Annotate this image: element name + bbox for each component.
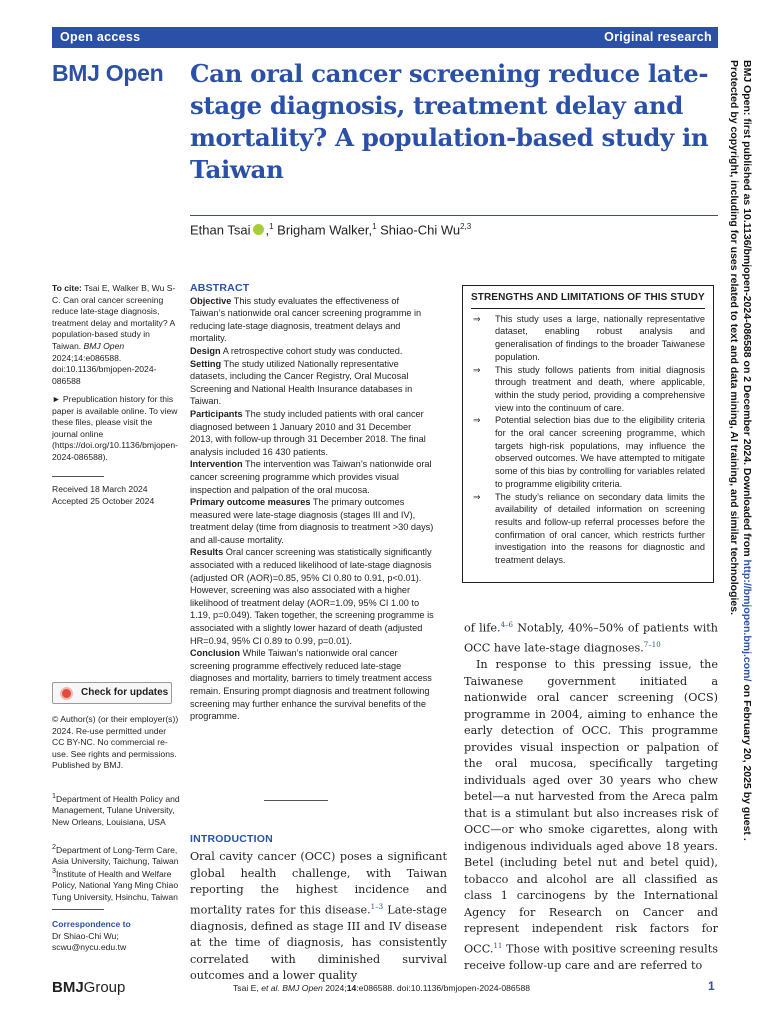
author-list: Ethan Tsai ,$^1$ Brigham Walker,$^1$ Shiao-Chi Wu$^{2,3}$ bbox=[190, 222, 472, 238]
abstract-intervention: Intervention The intervention was Taiwan’s nationwide oral cancer screening programme which provides visual inspection and palpation of the oral mucosa. bbox=[190, 459, 432, 495]
abstract-results: Results Oral cancer screening was statistically significantly associated with a reduced likelihood of late-stage diagnosis (adjusted OR (AOR)=0.85, 95% CI 0.80 to 0.91, p<0.01). However, screening was also associated with a higher likelihood of treatment delay (AOR=1.09, 95% CI 1.00 to 1.19, p=0.049). Taken together, the screening programme is associated with a slightly lower hazard of death (adjusted HR=0.94, 95% CI 0.89 to 0.99, p=0.01). bbox=[190, 547, 434, 646]
abstract-divider bbox=[264, 800, 328, 801]
affiliation-3 bbox=[52, 866, 180, 904]
author-2[interactable]: Brigham Walker, bbox=[277, 222, 373, 238]
orcid-icon[interactable] bbox=[253, 224, 264, 235]
aff2-sup: 2 bbox=[52, 843, 56, 851]
strength-item: ⇒ This study follows patients from initial diagnosis through treatment and death, where applicable, within the study period, providing a comprehensive view into the continuum of care. bbox=[473, 364, 705, 413]
arrow-right-icon: ⇒ bbox=[473, 313, 481, 324]
abstract-participants: Participants The study included patients with oral cancer diagnosed between 1 January 2010 and 31 December 2013, with follow-up through 31 December 2018. The final analysis included 16 430 patients. bbox=[190, 408, 426, 457]
correspondence-heading: Correspondence to bbox=[52, 919, 131, 929]
abstract-heading: ABSTRACT bbox=[190, 282, 250, 294]
strengths-title: STRENGTHS AND LIMITATIONS OF THIS STUDY bbox=[471, 292, 705, 309]
correspondence-email[interactable]: scwu@nycu.edu.tw bbox=[52, 942, 127, 953]
abstract-objective: Objective This study evaluates the effectiveness of Taiwan’s nationwide oral cancer screening programme in reducing late-stage diagnosis, treatment delays and mortality. bbox=[190, 295, 422, 344]
affiliation-1 bbox=[52, 791, 180, 829]
received-date: Received 18 March 2024 bbox=[52, 484, 148, 494]
ref-1-3[interactable]: 1–3 bbox=[370, 902, 384, 911]
author-2-affil: 1 bbox=[372, 222, 377, 231]
footer-citation: Tsai E, et al. BMJ Open 2024;14:e086588. doi:10.1136/bmjopen-2024-086588 bbox=[233, 983, 531, 993]
author-3[interactable]: Shiao-Chi Wu bbox=[380, 222, 461, 238]
ref-11[interactable]: 11 bbox=[493, 941, 503, 950]
aff1-text: Department of Health Policy and Management, Tulane University, New Orleans, Louisiana, USA bbox=[52, 793, 180, 828]
open-access-label: Open access bbox=[60, 30, 141, 44]
abstract-design: Design A retrospective cohort study was conducted. bbox=[190, 345, 403, 356]
ref-4-6[interactable]: 4–6 bbox=[500, 621, 514, 629]
author-3-affil: 2,3 bbox=[460, 222, 472, 231]
prepublication-note[interactable]: ► Prepublication history for this paper is available online. To view these files, please visit the journal online (https://doi.org/10.1136/bmjopen-2024-086588). bbox=[52, 394, 178, 462]
author-1[interactable]: Ethan Tsai bbox=[190, 222, 251, 238]
introduction-paragraph-1: Oral cavity cancer (OCC) poses a significant global health challenge, with Taiwan reporting the highest incidence and mortality rates for this disease.$^{1-3}$ Late-stage diagnosis, defined as stage III and IV disease at the time of diagnosis, has consistently correlated with diminished survival outcomes and a lower quality bbox=[190, 850, 447, 983]
author-1-affil: 1 bbox=[269, 222, 274, 231]
cite-journal: BMJ Open bbox=[83, 340, 125, 351]
check-updates-icon bbox=[60, 687, 73, 700]
sidebar-line1-post: on February 20, 2025 by guest . bbox=[741, 681, 753, 841]
abstract-outcomes: Primary outcome measures The primary outcomes measured were late-stage diagnosis (stages III and IV), treatment delay (time from diagnosis to treatment >30 days) and all-cause mortality. bbox=[190, 497, 434, 545]
copyright-note: © Author(s) (or their employer(s)) 2024. Re-use permitted under CC BY-NC. No commercial re-use. See rights and permissions. Published by BMJ. bbox=[52, 714, 179, 771]
left-divider-1 bbox=[52, 476, 104, 477]
sidebar-line2: Protected by copyright, including for uses related to text and data mining, AI training, and similar technologies. bbox=[728, 60, 740, 616]
accepted-date: Accepted 25 October 2024 bbox=[52, 496, 155, 506]
affiliation-2 bbox=[52, 842, 180, 868]
correspondence-name: Dr Shiao-Chi Wu; bbox=[52, 930, 119, 941]
check-for-updates-button[interactable] bbox=[52, 682, 172, 704]
aff3-text: Institute of Health and Welfare Policy, National Yang Ming Chiao Tung University, Hsinchu, Taiwan bbox=[52, 868, 179, 903]
header-bar bbox=[52, 27, 718, 48]
article-type-label: Original research bbox=[604, 30, 712, 44]
abstract-setting: Setting The study utilized Nationally representative datasets, including the Cancer Registry, Oral Mucosal Screening and National Health Insurance databases in Taiwan. bbox=[190, 358, 413, 407]
abstract-conclusion: Conclusion While Taiwan’s nationwide oral cancer screening programme effectively reduced late-stage diagnoses and mortality, barriers to timely treatment access remain. Ensuring prompt diagnosis and treatment following screening may further enhance the survival benefits of the programme. bbox=[190, 648, 432, 722]
aff2-text: Department of Long-Term Care, Asia University, Taichung, Taiwan bbox=[52, 844, 179, 867]
page-number: 1 bbox=[708, 979, 715, 993]
strengths-limitations-box bbox=[462, 285, 714, 583]
limitation-item: ⇒ The study’s reliance on secondary data limits the availability of detailed information on screening results and follow-up referral processes before the confirmation of oral cancer, which restricts further investigation into the reasons for diagnostic and treatment delays. bbox=[473, 491, 705, 566]
arrow-right-icon: ⇒ bbox=[473, 415, 481, 426]
intro-paragraph-2: In response to this pressing issue, the Taiwanese government initiated a nationwide oral cancer screening (OCS) programme in 2004, aiming to enhance the early detection of OCC. This programme provides visual inspection or palpation of the oral mucosa, specifically targeting individuals aged over 30 years who chew betel—a nut harvested from the Areca palm that is a stimulant but also increases risk of OCC—or who smoke cigarettes, along with indigenous individuals aged above 18 years. Betel (including betel nut and betel quid), tobacco and alcohol are all classified as class 1 carcinogens by the International Agency for Research on Cancer and represent independent risk factors for OCC.$^{11}$ Those with positive screening results receive follow-up care and are referred to bbox=[464, 658, 718, 973]
arrow-right-icon: ⇒ bbox=[473, 491, 481, 502]
cite-ref: 2024;14:e086588. doi:10.1136/bmjopen-2024-086588 bbox=[52, 352, 157, 386]
cite-text: Tsai E, Walker B, Wu S-C. Can oral cancer screening reduce late-stage diagnosis, treatment delay and mortality? A population-based study in Taiwan. bbox=[52, 283, 176, 351]
correspondence bbox=[52, 919, 180, 954]
intro-continued-paragraph: of life.$^{4-6}$ Notably, 40%–50% of patients with OCC have late-stage diagnoses.$^{7-10}$ bbox=[464, 621, 719, 655]
sidebar-link[interactable]: http://bmjopen.bmj.com/ bbox=[741, 559, 753, 682]
introduction-heading: INTRODUCTION bbox=[190, 833, 273, 845]
strength-item: ⇒ This study uses a large, nationally representative dataset, enabling robust analysis and generalisation of findings to the broader Taiwanese population. bbox=[473, 313, 705, 362]
check-updates-label: Check for updates bbox=[81, 687, 169, 698]
sidebar-line1-pre: BMJ Open: first published as 10.1136/bmjopen-2024-086588 on 2 December 2024. Downloaded from bbox=[741, 60, 753, 560]
introduction-continued bbox=[464, 617, 718, 975]
citation-block bbox=[52, 283, 180, 387]
limitation-item: ⇒ Potential selection bias due to the eligibility criteria for the oral cancer screening programme, which targets high-risk populations, may influence the observed outcomes. We have attempted to mitigate some of this bias by controlling for variables related to programme eligibility criteria. bbox=[473, 415, 705, 489]
ref-7-10[interactable]: 7–10 bbox=[643, 641, 661, 650]
abstract bbox=[190, 282, 436, 723]
arrow-right-icon: ⇒ bbox=[473, 364, 481, 375]
sidebar-text bbox=[727, 60, 753, 841]
aff1-sup: 1 bbox=[52, 792, 56, 800]
bmj-group-logo: BMJGroup bbox=[52, 979, 126, 996]
journal-logo: BMJ Open bbox=[52, 60, 164, 86]
copyright-sidebar bbox=[723, 60, 763, 960]
title-divider bbox=[190, 215, 718, 216]
cite-label: To cite: bbox=[52, 283, 82, 293]
left-divider-2 bbox=[52, 909, 104, 910]
aff3-sup: 3 bbox=[52, 867, 56, 875]
article-title: Can oral cancer screening reduce late-stage diagnosis, treatment delay and mortality? A population-based study in Taiwan bbox=[190, 59, 709, 184]
